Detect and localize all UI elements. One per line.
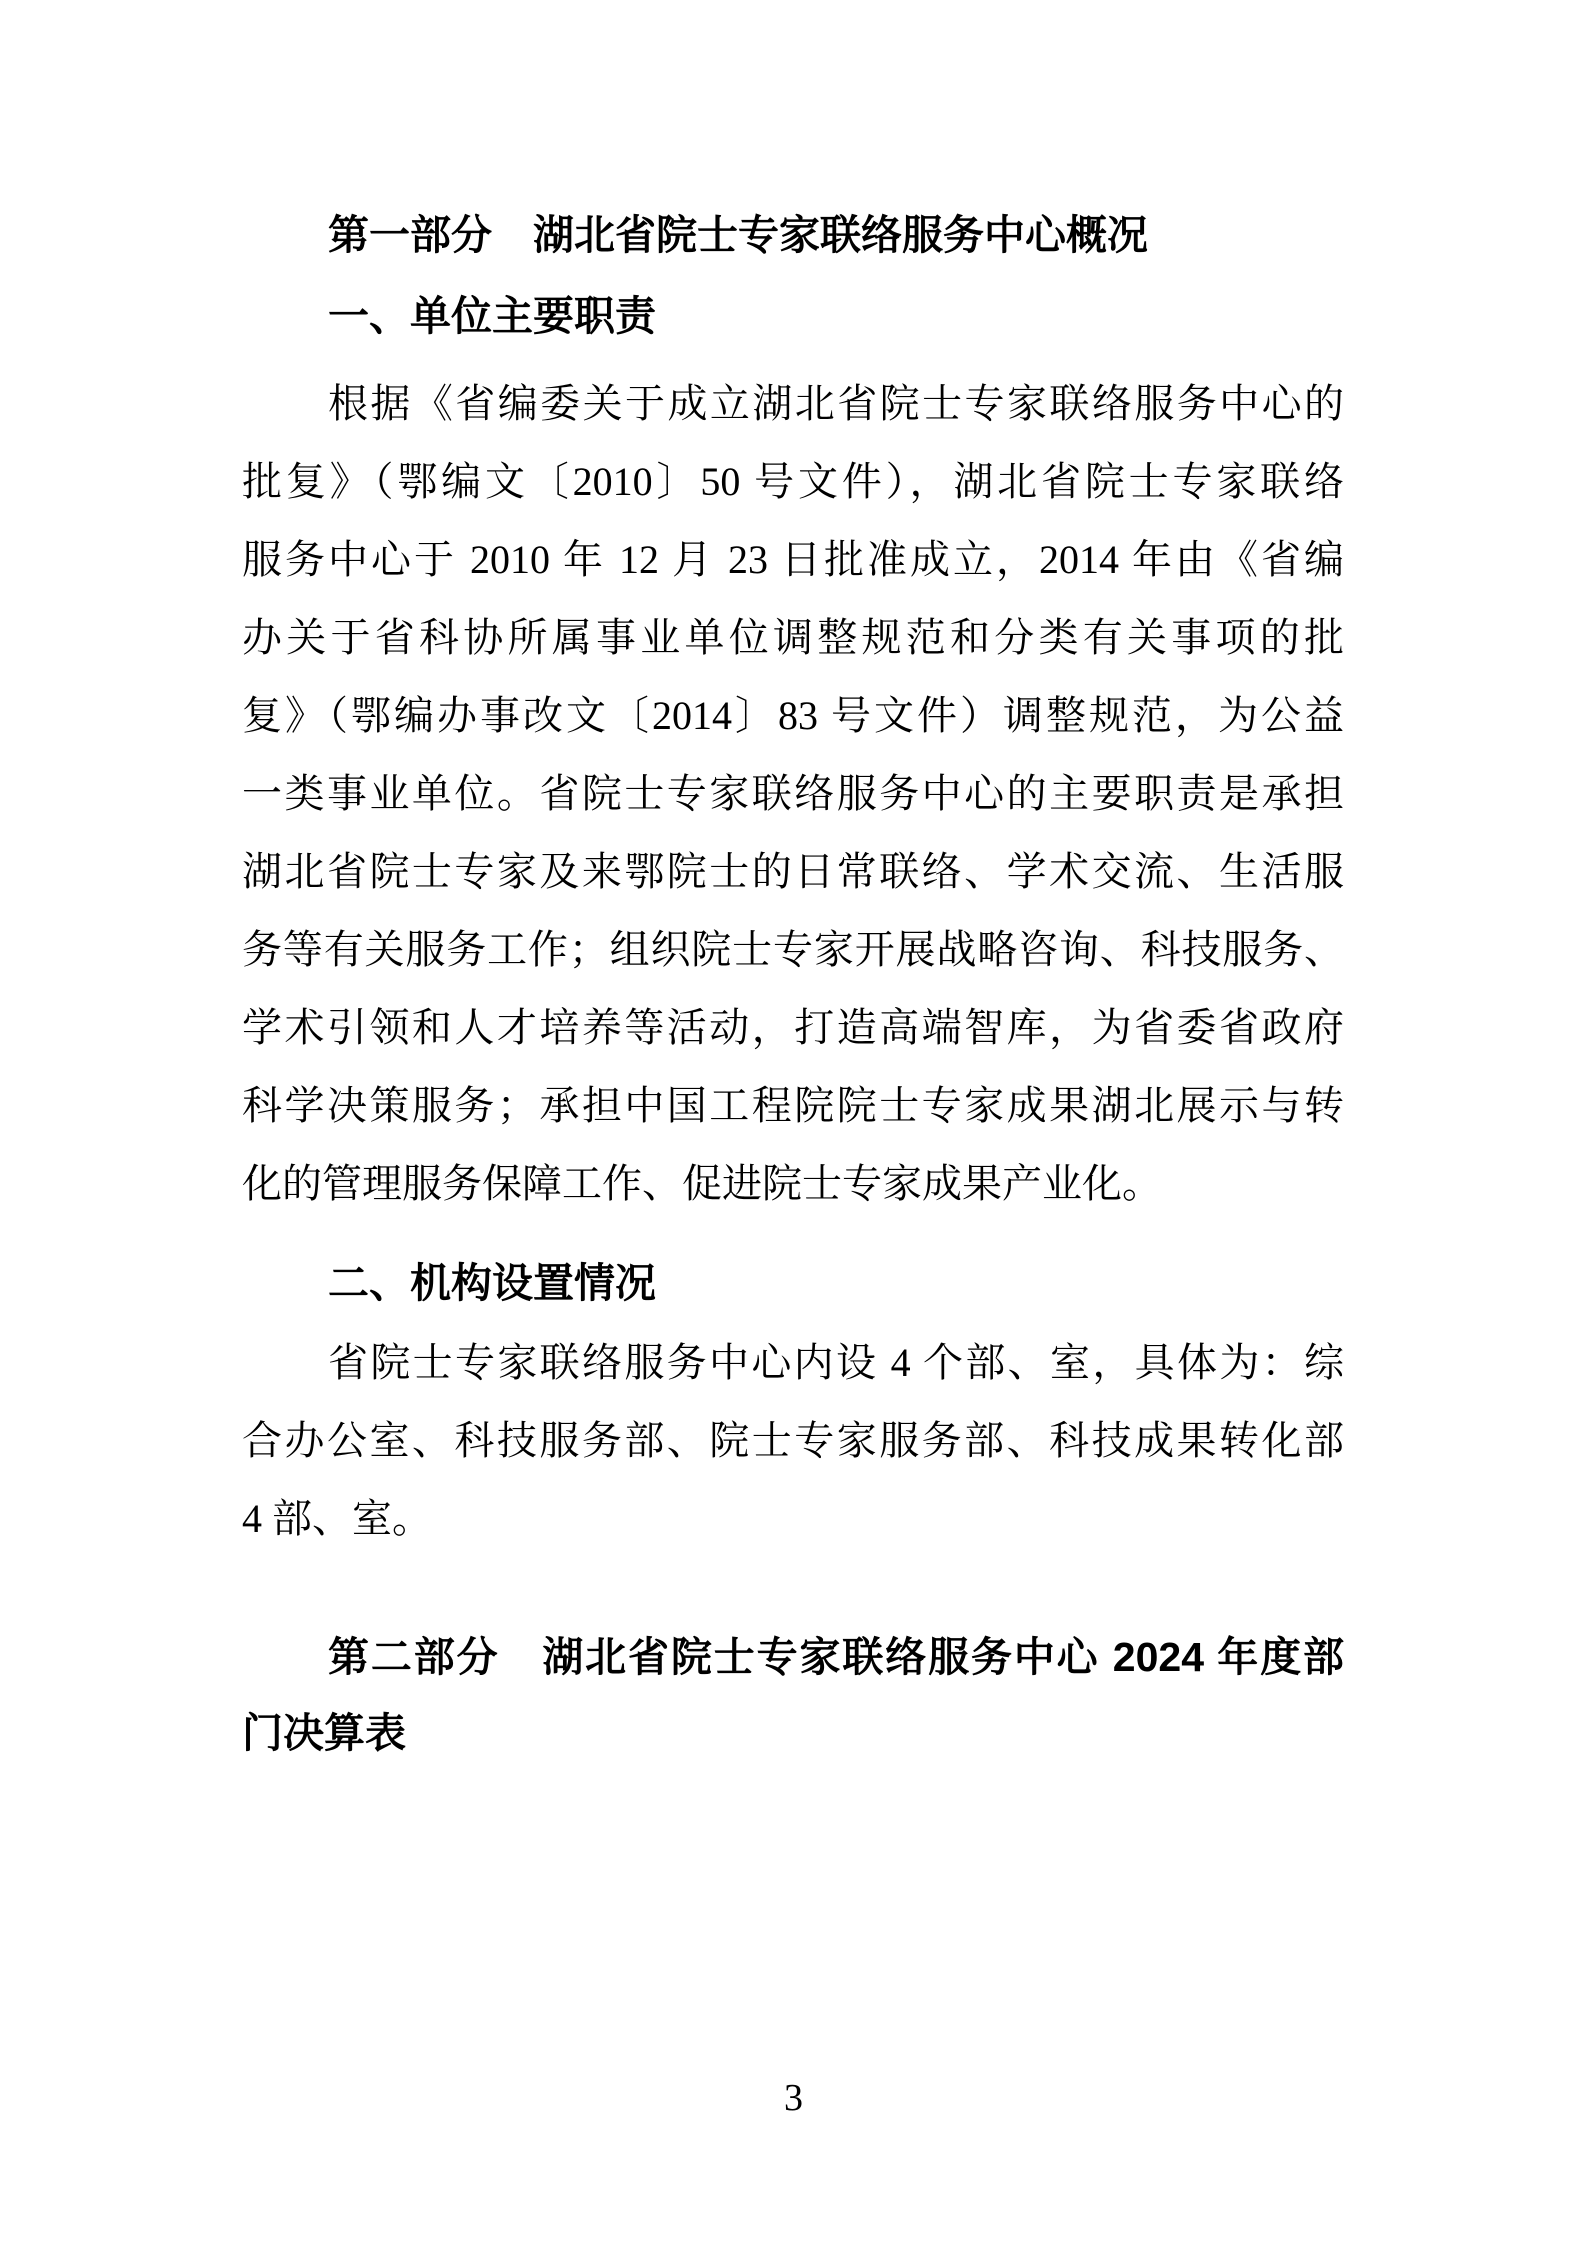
text-line: 湖北省院士专家及来鄂院士的日常联络、学术交流、生活服 [242, 849, 1344, 894]
text-line: 科学决策服务；承担中国工程院院士专家成果湖北展示与转 [242, 1083, 1344, 1128]
text-line: 学术引领和人才培养等活动，打造高端智库，为省委省政府 [242, 1005, 1344, 1050]
section1-paragraph [242, 365, 1344, 1223]
text-line: 一类事业单位。省院士专家联络服务中心的主要职责是承担 [242, 771, 1344, 816]
text-line: 复》（鄂编办事改文〔2014〕83 号文件）调整规范，为公益 [242, 693, 1344, 738]
part2-title [242, 1619, 1344, 1771]
part1-title: 第一部分 湖北省院士专家联络服务中心概况 [328, 212, 1148, 258]
text-line: 办关于省科协所属事业单位调整规范和分类有关事项的批 [242, 615, 1344, 660]
text-line: 第二部分 湖北省院士专家联络服务中心 2024 年度部 [328, 1634, 1344, 1680]
text-line: 4 部、室。 [242, 1496, 432, 1541]
text-line: 批复》（鄂编文〔2010〕50 号文件），湖北省院士专家联络 [242, 459, 1344, 504]
document-body [242, 196, 1344, 1771]
text-line: 根据《省编委关于成立湖北省院士专家联络服务中心的 [328, 381, 1344, 426]
text-line: 化的管理服务保障工作、促进院士专家成果产业化。 [242, 1161, 1162, 1206]
section2-paragraph [242, 1324, 1344, 1558]
section2-heading: 二、机构设置情况 [328, 1260, 656, 1306]
page-number: 3 [784, 2077, 803, 2119]
text-line: 务等有关服务工作；组织院士专家开展战略咨询、科技服务、 [242, 927, 1344, 972]
section1-heading: 一、单位主要职责 [328, 293, 656, 339]
text-line: 合办公室、科技服务部、院士专家服务部、科技成果转化部 [242, 1418, 1344, 1463]
text-line: 服务中心于 2010 年 12 月 23 日批准成立，2014 年由《省编 [242, 537, 1344, 582]
text-line: 省院士专家联络服务中心内设 4 个部、室，具体为：综 [328, 1340, 1344, 1385]
text-line: 门决算表 [242, 1710, 406, 1756]
